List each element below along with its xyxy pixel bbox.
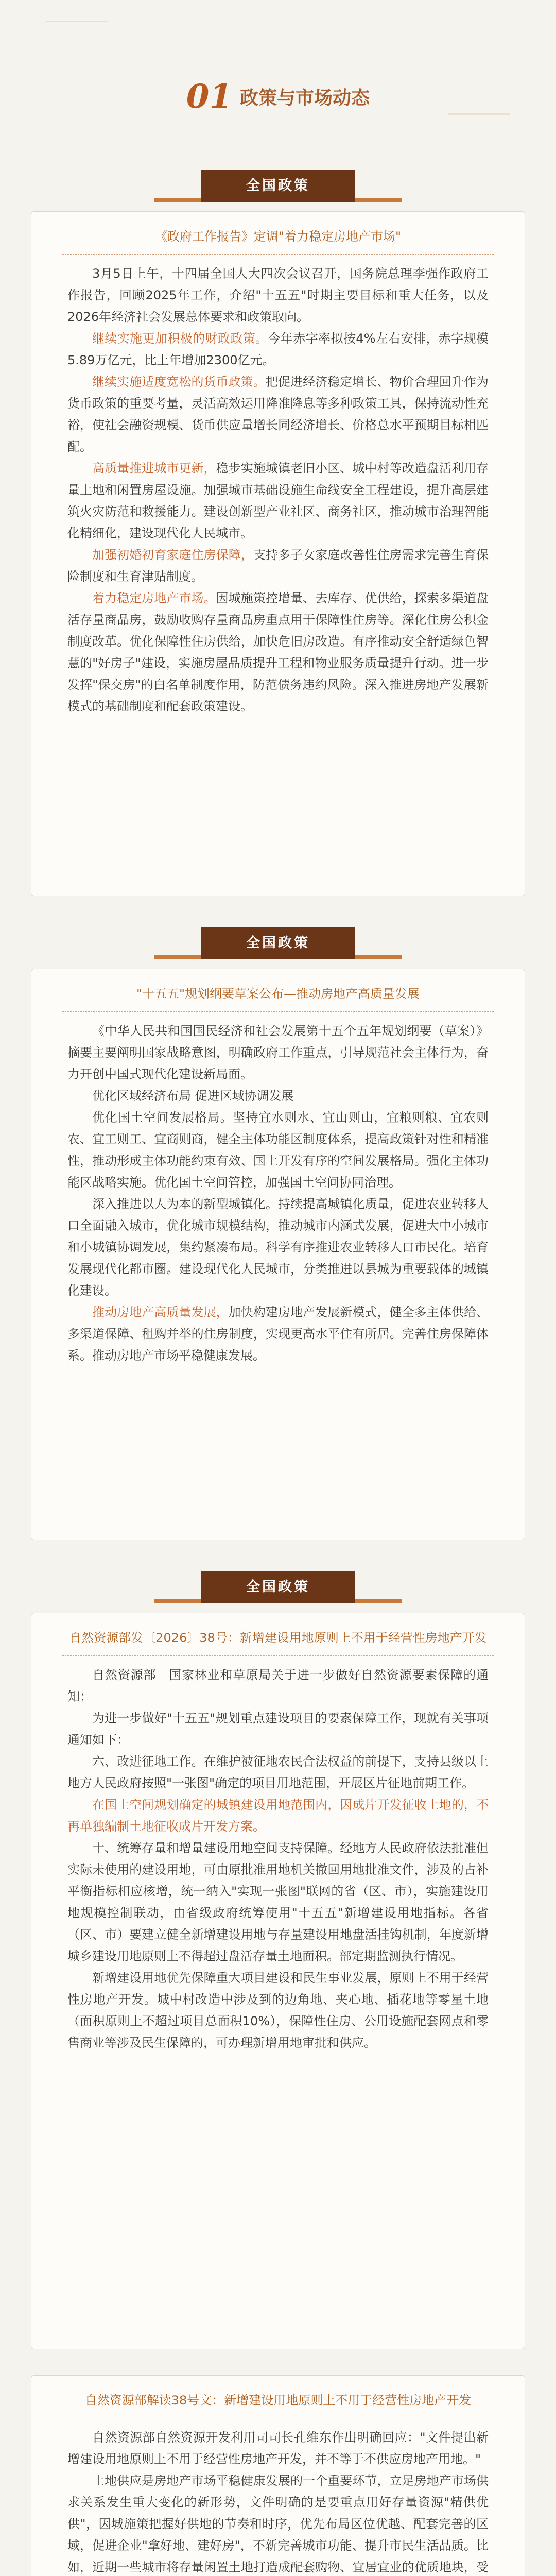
header-title <box>0 77 556 116</box>
paragraph: 深入推进以人为本的新型城镇化。持续提高城镇化质量，促进农业转移人口全面融入城市，优化城市规模结构，推动城市内涵式发展，促进大中小城市和小城镇协调发展，集约紧凑布局。科学有序推进农业转移人口市民化。培育发展现代化都市圈。建设现代化人民城市，分类推进以县城为重要载体的城镇化建设。 <box>67 1197 489 1298</box>
paragraph: 为进一步做好"十五五"规划重点建设项目的要素保障工作，现就有关事项通知如下： <box>67 1711 489 1747</box>
paragraph: 优化国土空间发展格局。坚持宜水则水、宜山则山，宜粮则粮、宜农则农、宜工则工、宜商则商，健全主体功能区制度体系，提高政策针对性和精准性，推动形成主体功能约束有效、国土开发有序的空间发展格局。强化主体功能区战略实施。优化国土空间管控，加强国土空间协同治理。 <box>67 1110 489 1190</box>
section-number: 01 <box>186 77 232 116</box>
card-policy-1 <box>31 211 525 896</box>
paragraph: 新增建设用地优先保障重大项目建设和民生事业发展，原则上不用于经营性房地产开发。城中村改造中涉及到的边角地、夹心地、插花地等零星土地（面积原则上不超过项目总面积10%），保障性住房、公用设施配套网点和零售商业等涉及民生保障的，可办理新增用地审批和供应。 <box>67 1971 489 2050</box>
section-tag: 全国政策 <box>201 170 355 202</box>
card-interpretation <box>31 2375 525 2576</box>
card-subtitle: "十五五"规划纲要草案公布—推动房地产高质量发展 <box>136 987 420 1001</box>
card-subtitle: 自然资源部发〔2026〕38号：新增建设用地原则上不用于经营性房地产开发 <box>69 1631 487 1645</box>
paragraph: 《中华人民共和国国民经济和社会发展第十五个五年规划纲要（草案）》摘要主要阐明国家战略意图，明确政府工作重点，引导规范社会主体行为，奋力开创中国式现代化建设新局面。 <box>67 1024 489 1081</box>
paragraph: 高质量推进城市更新，稳步实施城镇老旧小区、城中村等改造盘活利用存量土地和闲置房屋设施。加强城市基础设施生命线安全工程建设，提升高层建筑火灾防范和救援能力。建设创新型产业社区、商务社区，推动城市治理智能化精细化，建设现代化人民城市。 <box>67 461 489 540</box>
paragraph: 土地供应是房地产市场平稳健康发展的一个重要环节，立足房地产市场供求关系发生重大变化的新形势，文件明确的是要重点用好存量资源"精供优供"，因城施策把握好供地的节奏和时序，优先布局区位优越、配套完善的区域，促进企业"拿好地、建好房"，不新完善城市功能、提升市民生活品质。比如，近期一些城市将存量闲置土地打造成配套购物、宜居宜业的优质地块，受 <box>67 2473 489 2574</box>
section-tag: 全国政策 <box>201 1571 355 1603</box>
paragraph: 优化区域经济布局 促进区域协调发展 <box>92 1089 294 1103</box>
section-tag-bar <box>0 1571 556 1603</box>
paragraph: 在国土空间规划确定的城镇建设用地范围内，因成片开发征收土地的，不再单独编制土地征收成片开发方案。 <box>67 1798 489 1834</box>
paragraph: 着力稳定房地产市场。因城施策控增量、去库存、优供给，探索多渠道盘活存量商品房，鼓励收购存量商品房重点用于保障性住房等。深化住房公积金制度改革。优化保障性住房供给，加快危旧房改造。有序推动安全舒适绿色智慧的"好房子"建设，实施房屋品质提升工程和物业服务质量提升行动。进一步发挥"保交房"的白名单制度作用，防范债务违约风险。深入推进房地产发展新模式的基础制度和配套政策建设。 <box>67 591 489 714</box>
section-policy-3 <box>0 1571 556 1603</box>
section-tag-bar <box>0 170 556 202</box>
section-policy-1 <box>0 170 556 202</box>
paragraph: 加强初婚初育家庭住房保障，支持多子女家庭改善性住房需求完善生育保险制度和生育津贴制度。 <box>67 548 489 584</box>
divider <box>62 254 494 255</box>
card-subtitle: 《政府工作报告》定调"着力稳定房地产市场" <box>154 229 402 244</box>
paragraph: 继续实施适度宽松的货币政策。把促进经济稳定增长、物价合理回升作为货币政策的重要考量，灵活高效运用降准降息等多种政策工具，保持流动性充裕，使社会融资规模、货币供应量增长同经济增长、价格总水平预期目标相匹配。 <box>67 375 489 454</box>
paragraph: 继续实施更加积极的财政政策。今年赤字率拟按4%左右安排，赤字规模5.89万亿元，比上年增加2300亿元。 <box>67 331 489 367</box>
paragraph: 3月5日上午，十四届全国人大四次会议召开，国务院总理李强作政府工作报告，回顾2025年工作，介绍"十五五"时期主要目标和重大任务，以及2026年经济社会发展总体要求和政策取向。 <box>67 266 489 324</box>
header-deco-line <box>46 21 108 22</box>
header <box>0 0 556 134</box>
paragraph: 六、改进征地工作。在维护被征地农民合法权益的前提下，支持县级以上地方人民政府按照"一张图"确定的项目用地范围，开展区片征地前期工作。 <box>67 1754 489 1790</box>
card-policy-3 <box>31 1613 525 2349</box>
paragraph: 十、统筹存量和增量建设用地空间支持保障。经地方人民政府依法批准但实际未使用的建设用地，可由原批准用地机关撤回用地批准文件，涉及的占补平衡指标相应核增，统一纳入"实现一张图"联网的省（区、市），实施建设用地规模控制联动，由省级政府统筹使用"十五五"新增建设用地指标。各省（区、市）要建立健全新增建设用地与存量建设用地盘活挂钩机制，年度新增城乡建设用地原则上不得超过盘活存量土地面积。部定期监测执行情况。 <box>67 1841 489 1963</box>
divider <box>62 1011 494 1012</box>
section-policy-2 <box>0 927 556 959</box>
section-tag-bar <box>0 927 556 959</box>
paragraph: 自然资源部 国家林业和草原局关于进一步做好自然资源要素保障的通知： <box>67 1668 489 1704</box>
paragraph: 推动房地产高质量发展，加快构建房地产发展新模式，健全多主体供给、多渠道保障、租购并举的住房制度，实现更高水平住有所居。完善住房保障体系。推动房地产市场平稳健康发展。 <box>67 1305 489 1363</box>
card-policy-2 <box>31 969 525 1540</box>
card-subtitle: 自然资源部解读38号文：新增建设用地原则上不用于经营性房地产开发 <box>84 2393 472 2408</box>
section-tag: 全国政策 <box>201 927 355 959</box>
divider <box>62 1655 494 1656</box>
paragraph: 自然资源部自然资源开发利用司司长孔维东作出明确回应："文件提出新增建设用地原则上不用于经营性房地产开发，并不等于不供应房地产用地。" <box>67 2430 489 2466</box>
section-title: 政策与市场动态 <box>240 88 370 109</box>
